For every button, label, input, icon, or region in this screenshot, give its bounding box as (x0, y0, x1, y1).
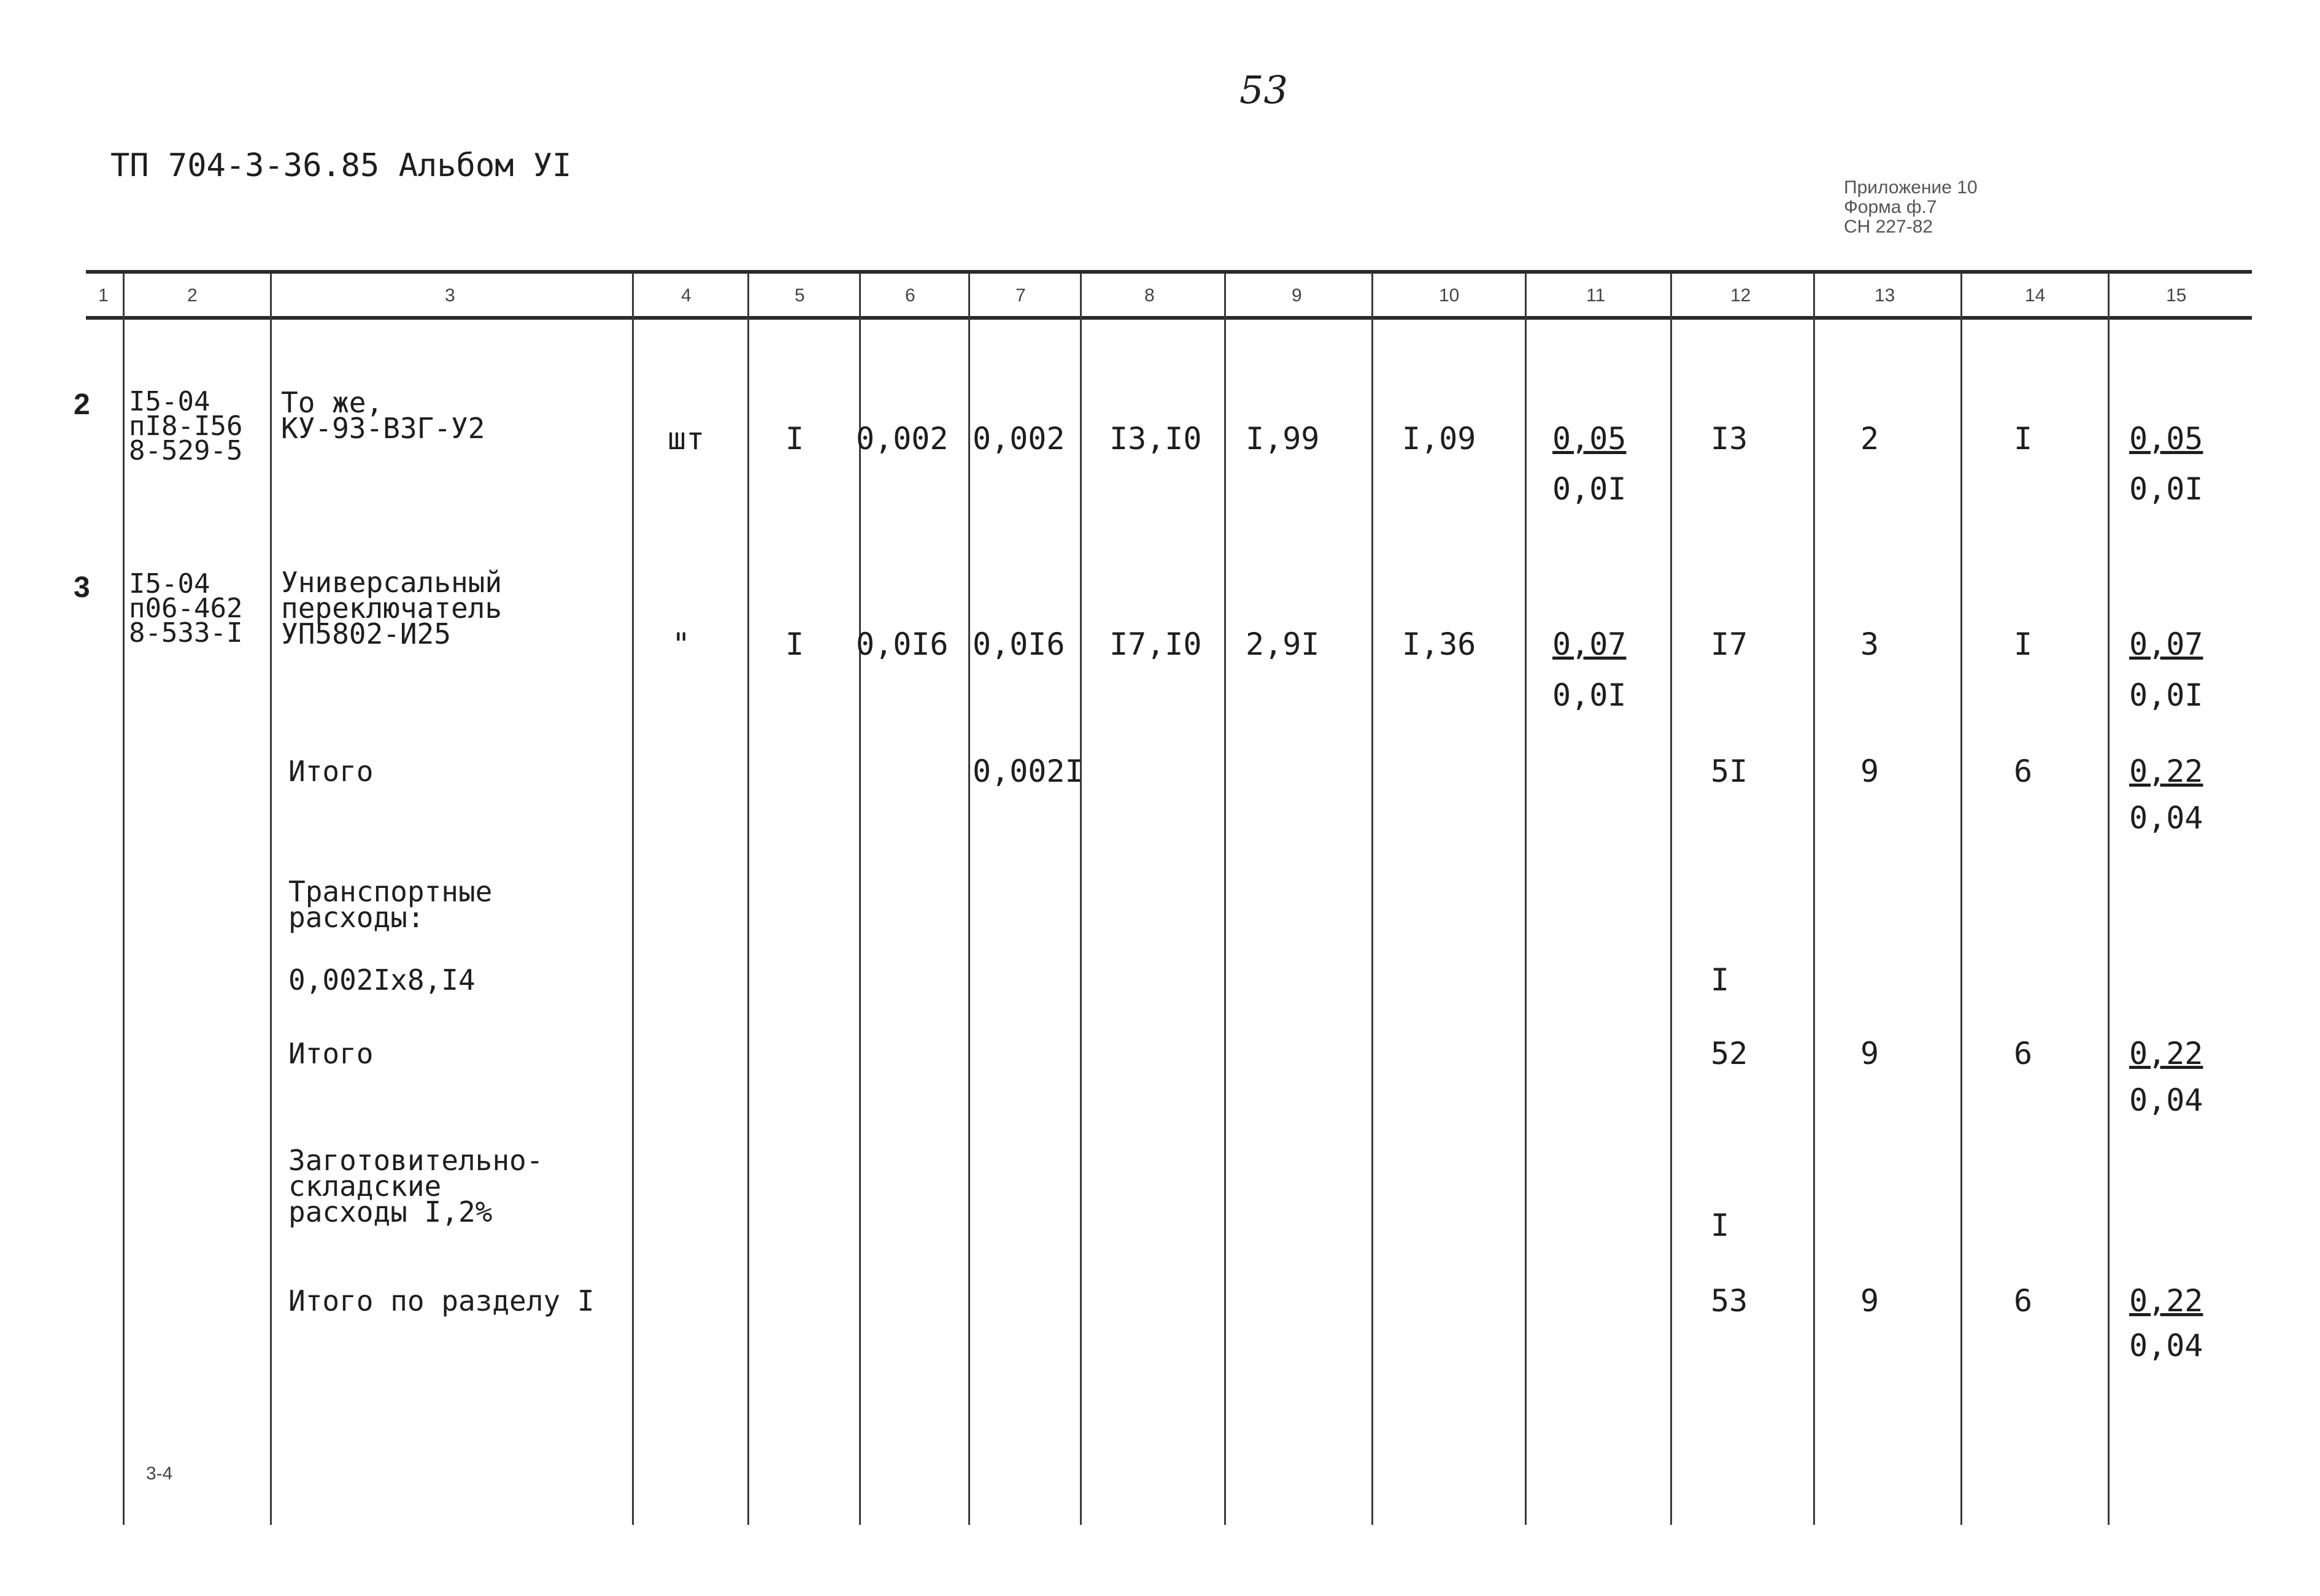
column-number: 6 (905, 285, 915, 306)
table-top-rule (86, 270, 2252, 274)
column-divider (1960, 273, 1962, 1525)
column-number: 1 (98, 285, 109, 306)
cell-col11-top: 0,05 (1552, 421, 1627, 457)
column-number: 7 (1015, 285, 1026, 306)
norm-code: I5-04 п06-462 8-533-I (129, 568, 243, 649)
cell-col12: I7 (1711, 626, 1748, 662)
column-number: 13 (1875, 285, 1895, 306)
cell-col7: 0,0I6 (973, 626, 1065, 662)
column-divider (1670, 273, 1672, 1525)
transport-col12: I (1711, 962, 1730, 998)
column-divider (1080, 273, 1082, 1525)
cell-col15-top: 0,07 (2129, 626, 2203, 662)
cell-col6: 0,002 (856, 421, 949, 457)
subtotal-label: Итого (288, 1037, 374, 1070)
cell-col12: I3 (1711, 421, 1748, 457)
subtotal-col12: 5I (1711, 754, 1748, 789)
column-number: 14 (2025, 285, 2046, 306)
column-divider (2108, 273, 2110, 1525)
cell-col11-top: 0,07 (1552, 626, 1627, 662)
subtotal-col15-bottom: 0,04 (2129, 800, 2203, 836)
table-header-rule (86, 316, 2252, 320)
column-divider (968, 273, 970, 1525)
column-number: 15 (2166, 285, 2187, 306)
cell-col14: I (2014, 421, 2033, 457)
appendix-reference: Приложение 10 Форма ф.7 СН 227-82 (1844, 177, 1978, 237)
section-total-label: Итого по разделу I (288, 1284, 595, 1317)
column-divider (747, 273, 749, 1525)
quantity: I (785, 421, 804, 457)
norm-code: I5-04 пI8-I56 8-529-5 (129, 386, 243, 466)
section-total-col15-bottom: 0,04 (2129, 1328, 2203, 1363)
cell-col10: I,09 (1402, 421, 1476, 457)
cell-col8: I3,I0 (1109, 421, 1202, 457)
cell-col10: I,36 (1402, 626, 1476, 662)
unit: " (672, 626, 691, 662)
column-number: 11 (1586, 285, 1606, 306)
column-divider (270, 273, 272, 1525)
column-number: 3 (445, 285, 455, 306)
transport-formula: 0,002Iх8,I4 (288, 963, 476, 997)
cell-col15-bottom: 0,0I (2129, 471, 2203, 507)
row-number: 3 (74, 571, 90, 604)
subtotal-col15-bottom: 0,04 (2129, 1082, 2203, 1118)
column-number: 4 (681, 285, 692, 306)
transport-label: Транспортные расходы: (288, 875, 493, 934)
cell-col11-bottom: 0,0I (1552, 471, 1627, 507)
column-number: 2 (187, 285, 198, 306)
section-total-col13: 9 (1860, 1283, 1879, 1319)
page-number: 53 (1239, 67, 1288, 112)
column-number: 9 (1292, 285, 1302, 306)
subtotal-label: Итого (288, 755, 374, 788)
subtotal-col7: 0,002I (973, 754, 1084, 789)
column-divider (1224, 273, 1226, 1525)
column-number: 12 (1730, 285, 1751, 306)
cell-col14: I (2014, 626, 2033, 662)
cell-col7: 0,002 (973, 421, 1065, 457)
column-divider (123, 273, 125, 1525)
cell-col15-bottom: 0,0I (2129, 677, 2203, 713)
cell-col15-top: 0,05 (2129, 421, 2203, 457)
cell-col13: 3 (1860, 626, 1879, 662)
subtotal-col15-top: 0,22 (2129, 1036, 2203, 1071)
subtotal-col15-top: 0,22 (2129, 754, 2203, 789)
warehouse-label: Заготовительно- складские расходы I,2% (288, 1144, 544, 1228)
section-total-col12: 53 (1711, 1283, 1748, 1319)
column-number: 10 (1439, 285, 1460, 306)
column-number: 8 (1144, 285, 1155, 306)
column-divider (1813, 273, 1815, 1525)
subtotal-col12: 52 (1711, 1036, 1748, 1071)
column-divider (1371, 273, 1373, 1525)
cell-col9: 2,9I (1246, 626, 1320, 662)
column-divider (1525, 273, 1527, 1525)
document-code: ТП 704-3-36.85 Альбом УI (110, 147, 572, 184)
warehouse-col12: I (1711, 1208, 1730, 1243)
cell-col8: I7,I0 (1109, 626, 1202, 662)
row-number: 2 (74, 388, 90, 421)
subtotal-col14: 6 (2014, 1036, 2033, 1071)
unit: шт (668, 421, 705, 457)
item-name: То же, КУ-93-ВЗГ-У2 (281, 386, 485, 445)
section-total-col15-top: 0,22 (2129, 1283, 2203, 1319)
sheet-stamp: 3-4 (146, 1463, 173, 1484)
quantity: I (785, 626, 804, 662)
cell-col9: I,99 (1246, 421, 1320, 457)
column-divider (859, 273, 861, 1525)
subtotal-col14: 6 (2014, 754, 2033, 789)
column-divider (632, 273, 634, 1525)
section-total-col14: 6 (2014, 1283, 2033, 1319)
item-name: Универсальный переключатель УП5802-И25 (281, 566, 503, 650)
subtotal-col13: 9 (1860, 754, 1879, 789)
cell-col13: 2 (1860, 421, 1879, 457)
subtotal-col13: 9 (1860, 1036, 1879, 1071)
cell-col6: 0,0I6 (856, 626, 949, 662)
cell-col11-bottom: 0,0I (1552, 677, 1627, 713)
column-number: 5 (795, 285, 805, 306)
